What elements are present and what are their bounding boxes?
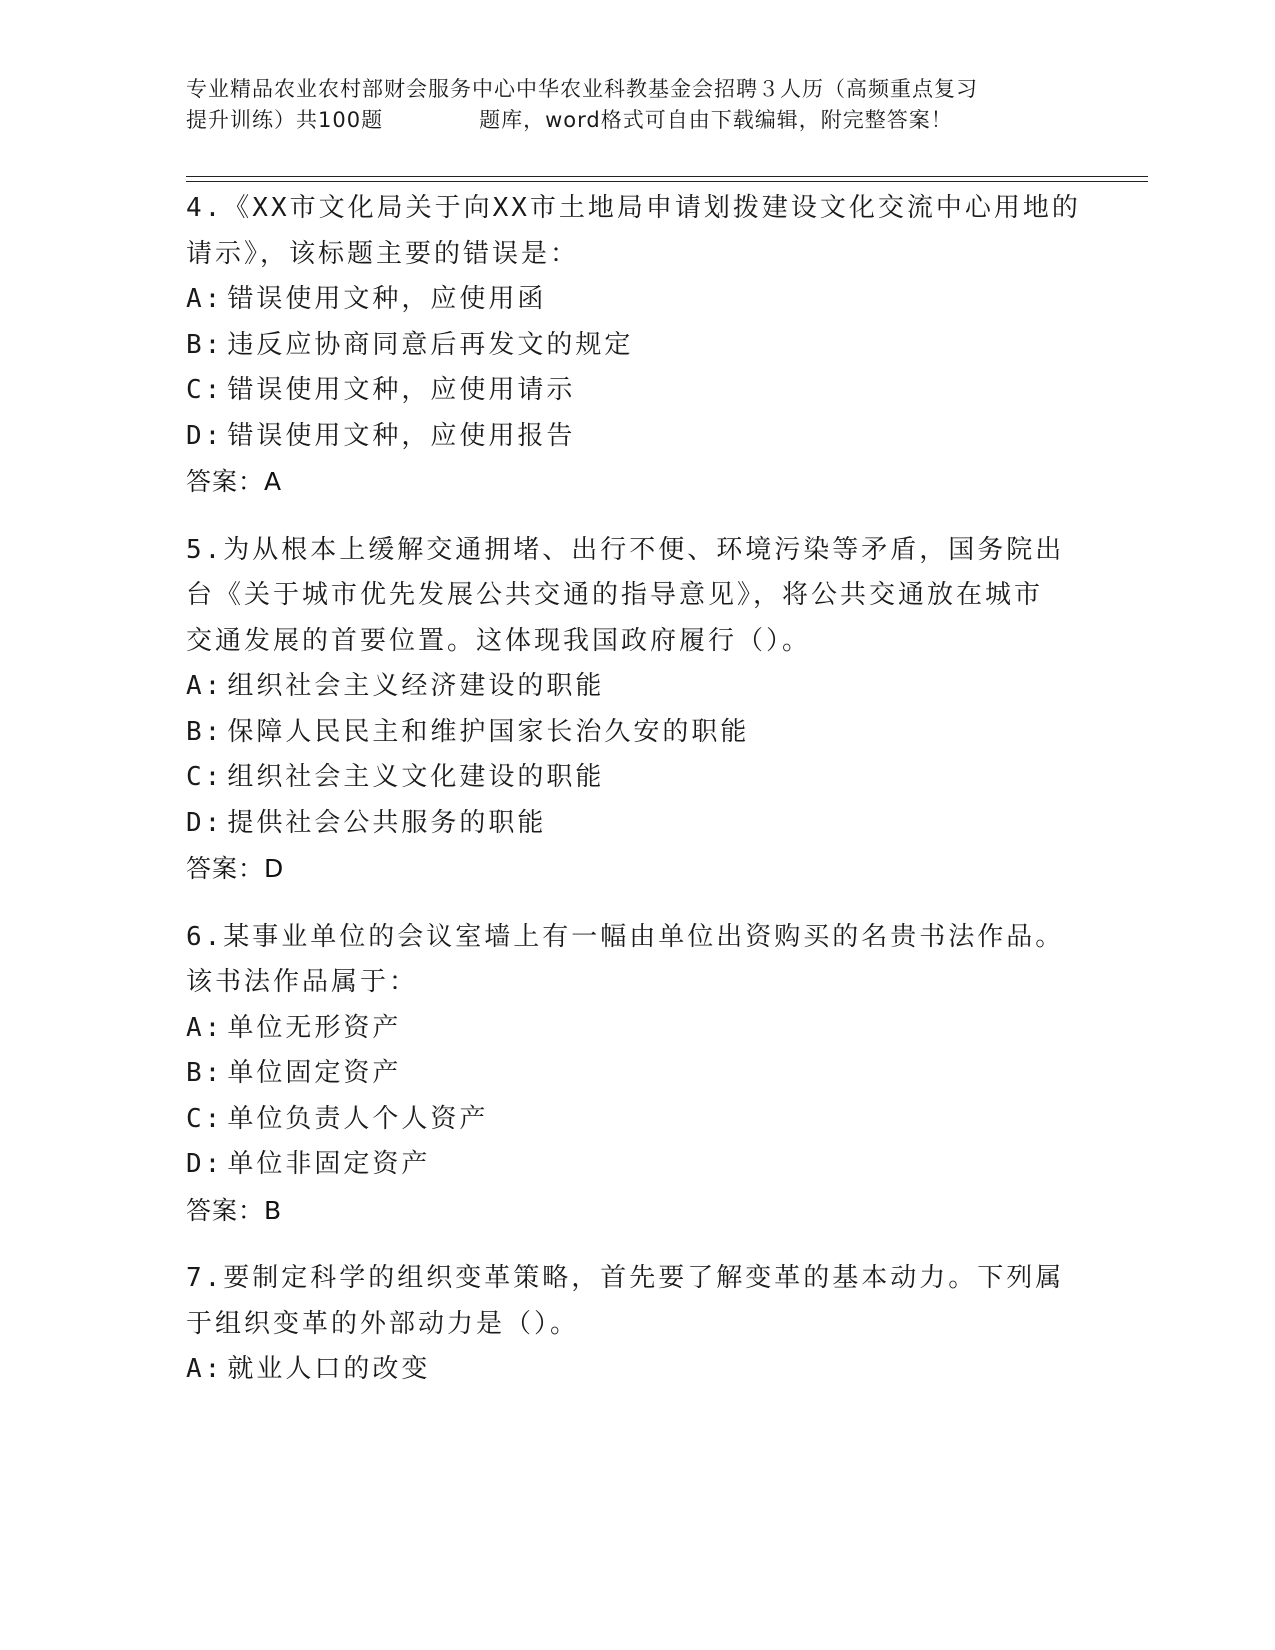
- option-text: 组织社会主义文化建设的职能: [227, 762, 605, 792]
- option-c: [186, 755, 1086, 801]
- option-letter: A:: [186, 671, 224, 701]
- question-4: [186, 186, 1086, 505]
- option-letter: A:: [186, 284, 224, 314]
- option-d: [186, 414, 1086, 460]
- question-text-line: 请示》，该标题主要的错误是：: [186, 238, 580, 269]
- option-text: 单位非固定资产: [227, 1149, 431, 1179]
- answer-line: 答案：A: [186, 467, 283, 496]
- option-letter: B:: [186, 716, 224, 747]
- question-6: [186, 915, 1086, 1234]
- question-5: [186, 528, 1086, 892]
- option-letter: A:: [186, 1354, 224, 1384]
- header-line-2-left: 提升训练）共100题: [186, 108, 384, 132]
- option-letter: D:: [186, 420, 224, 451]
- option-letter: C:: [186, 375, 224, 405]
- option-letter: B:: [186, 1058, 224, 1088]
- option-b: [186, 1051, 1086, 1097]
- option-letter: C:: [186, 1103, 224, 1134]
- option-text: 单位无形资产: [227, 1012, 402, 1043]
- question-text-line: 于组织变革的外部动力是（）。: [186, 1308, 580, 1339]
- option-letter: B:: [186, 329, 224, 360]
- question-text-line: 5.为从根本上缓解交通拥堵、出行不便、环境污染等矛盾，国务院出: [186, 534, 1065, 565]
- option-c: [186, 368, 1086, 414]
- option-text: 提供社会公共服务的职能: [227, 807, 547, 838]
- option-a: [186, 1006, 1086, 1052]
- option-text: 错误使用文种，应使用请示: [227, 375, 576, 405]
- question-text-line: 交通发展的首要位置。这体现我国政府履行（）。: [186, 625, 812, 656]
- header-line-1: 专业精品农业农村部财会服务中心中华农业科教基金会招聘３人历（高频重点复习: [186, 77, 978, 101]
- question-text-line: 4.《XX市文化局关于向XX市土地局申请划拨建设文化交流中心用地的: [186, 193, 1081, 223]
- document-header: [186, 74, 1086, 136]
- answer-line: 答案：D: [186, 854, 285, 883]
- header-line-2-right: 题库，word格式可自由下载编辑，附完整答案！: [479, 108, 953, 132]
- option-text: 就业人口的改变: [227, 1354, 431, 1384]
- option-b: [186, 323, 1086, 369]
- option-b: [186, 710, 1086, 756]
- option-a: [186, 277, 1086, 323]
- question-text-line: 该书法作品属于：: [186, 967, 419, 997]
- header-divider-bottom: [186, 181, 1148, 182]
- option-text: 组织社会主义经济建设的职能: [227, 671, 605, 701]
- option-letter: A:: [186, 1012, 224, 1043]
- option-text: 单位固定资产: [227, 1058, 402, 1088]
- option-d: [186, 801, 1086, 847]
- option-letter: D:: [186, 807, 224, 838]
- option-letter: C:: [186, 762, 224, 792]
- option-text: 错误使用文种，应使用报告: [227, 420, 576, 451]
- option-a: [186, 1347, 1086, 1393]
- question-7: [186, 1256, 1086, 1393]
- header-line-2: [186, 105, 1086, 136]
- option-c: [186, 1097, 1086, 1143]
- option-text: 违反应协商同意后再发文的规定: [227, 329, 634, 360]
- option-text: 单位负责人个人资产: [227, 1103, 489, 1134]
- option-a: [186, 664, 1086, 710]
- question-text-line: 台《关于城市优先发展公共交通的指导意见》，将公共交通放在城市: [186, 580, 1044, 610]
- option-d: [186, 1142, 1086, 1188]
- question-list: [186, 186, 1086, 1416]
- option-text: 错误使用文种，应使用函: [227, 284, 547, 314]
- question-text-line: 7.要制定科学的组织变革策略，首先要了解变革的基本动力。下列属: [186, 1263, 1065, 1293]
- question-text-line: 6.某事业单位的会议室墙上有一幅由单位出资购买的名贵书法作品。: [186, 921, 1065, 952]
- header-divider-top: [186, 176, 1148, 177]
- option-text: 保障人民民主和维护国家长治久安的职能: [227, 716, 750, 747]
- option-letter: D:: [186, 1149, 224, 1179]
- answer-line: 答案：B: [186, 1195, 283, 1225]
